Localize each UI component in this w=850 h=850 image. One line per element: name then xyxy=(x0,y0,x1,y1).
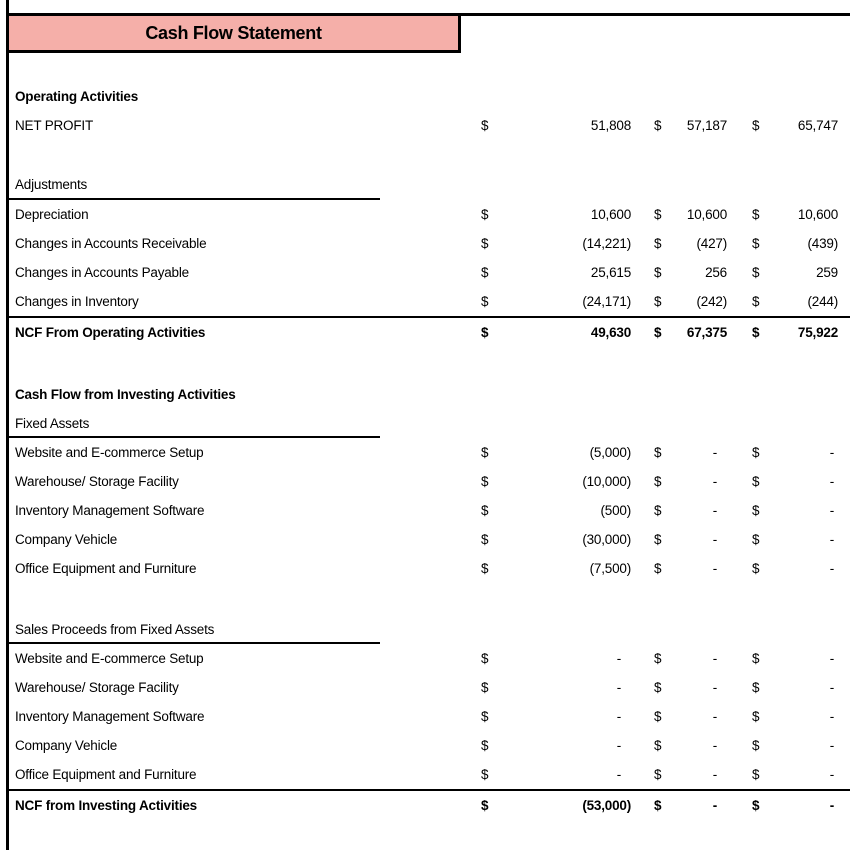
currency-symbol-col3 xyxy=(733,380,763,409)
table-row xyxy=(9,673,850,702)
table-row xyxy=(9,496,850,525)
value-year3: - xyxy=(829,532,834,547)
value-year2: - xyxy=(712,798,717,813)
currency-symbol-col2 xyxy=(637,347,667,380)
currency-symbol-col3: $ xyxy=(752,118,760,133)
currency-symbol-col3 xyxy=(733,615,763,644)
currency-symbol-col3 xyxy=(733,169,763,200)
currency-symbol-col1: $ xyxy=(481,709,489,724)
value-year1: (53,000) xyxy=(582,798,631,813)
table-row xyxy=(9,525,850,554)
currency-symbol-col3 xyxy=(733,53,763,82)
value-year3: - xyxy=(829,680,834,695)
currency-symbol-col1 xyxy=(469,82,503,111)
value-year3: (439) xyxy=(807,236,838,251)
row-label: Website and E-commerce Setup xyxy=(15,445,204,460)
currency-symbol-col1: $ xyxy=(481,651,489,666)
page-title: Cash Flow Statement xyxy=(145,22,322,43)
currency-symbol-col1: $ xyxy=(481,680,489,695)
table-row xyxy=(9,347,850,380)
row-label: Office Equipment and Furniture xyxy=(15,767,197,782)
table-row xyxy=(9,438,850,467)
row-label: Changes in Inventory xyxy=(15,294,139,309)
currency-symbol-col2: $ xyxy=(654,118,662,133)
table-row xyxy=(9,200,850,229)
currency-symbol-col2: $ xyxy=(654,265,662,280)
currency-symbol-col2 xyxy=(637,583,667,615)
currency-symbol-col2 xyxy=(637,82,667,111)
table-row xyxy=(9,731,850,760)
value-year2 xyxy=(667,140,733,169)
value-year2 xyxy=(667,409,733,438)
row-label: Changes in Accounts Payable xyxy=(15,265,189,280)
currency-symbol-col1: $ xyxy=(481,532,489,547)
value-year2: - xyxy=(712,738,717,753)
row-label xyxy=(9,347,469,380)
value-year3 xyxy=(763,140,850,169)
value-year1 xyxy=(503,615,637,644)
row-label: Company Vehicle xyxy=(15,738,118,753)
currency-symbol-col1: $ xyxy=(481,738,489,753)
value-year2: - xyxy=(712,474,717,489)
currency-symbol-col3: $ xyxy=(752,474,760,489)
value-year1 xyxy=(503,409,637,438)
currency-symbol-col3: $ xyxy=(752,651,760,666)
row-label: Fixed Assets xyxy=(15,416,90,431)
currency-symbol-col1 xyxy=(469,140,503,169)
row-label xyxy=(9,53,469,82)
row-label: NCF From Operating Activities xyxy=(15,325,206,340)
value-year1: - xyxy=(616,767,621,782)
value-year3: - xyxy=(829,738,834,753)
table-row xyxy=(9,380,850,409)
currency-symbol-col2 xyxy=(637,380,667,409)
value-year1: (7,500) xyxy=(589,561,631,576)
currency-symbol-col1: $ xyxy=(481,503,489,518)
value-year3: - xyxy=(829,651,834,666)
table-row xyxy=(9,583,850,615)
value-year3 xyxy=(763,380,850,409)
currency-symbol-col3 xyxy=(733,140,763,169)
value-year3: - xyxy=(829,503,834,518)
currency-symbol-col1: $ xyxy=(481,767,489,782)
currency-symbol-col1: $ xyxy=(481,265,489,280)
value-year1: (30,000) xyxy=(582,532,631,547)
value-year2: (242) xyxy=(696,294,727,309)
table-row xyxy=(9,615,850,644)
currency-symbol-col2 xyxy=(637,53,667,82)
value-year1 xyxy=(503,140,637,169)
table-row xyxy=(9,644,850,673)
value-year3: - xyxy=(829,709,834,724)
row-label: Warehouse/ Storage Facility xyxy=(15,680,179,695)
row-label: Website and E-commerce Setup xyxy=(15,651,204,666)
currency-symbol-col1: $ xyxy=(481,561,489,576)
value-year1: (24,171) xyxy=(582,294,631,309)
currency-symbol-col3: $ xyxy=(752,532,760,547)
row-label: Inventory Management Software xyxy=(15,709,205,724)
value-year2: - xyxy=(712,445,717,460)
value-year2 xyxy=(667,615,733,644)
row-label: NET PROFIT xyxy=(15,118,94,133)
currency-symbol-col3: $ xyxy=(752,207,760,222)
currency-symbol-col3 xyxy=(733,347,763,380)
value-year3 xyxy=(763,169,850,200)
currency-symbol-col2 xyxy=(637,140,667,169)
currency-symbol-col2: $ xyxy=(654,294,662,309)
currency-symbol-col1 xyxy=(469,615,503,644)
value-year2 xyxy=(667,347,733,380)
currency-symbol-col1: $ xyxy=(481,474,489,489)
value-year2: - xyxy=(712,532,717,547)
currency-symbol-col2 xyxy=(637,615,667,644)
currency-symbol-col3: $ xyxy=(752,325,760,340)
row-label xyxy=(9,140,469,169)
row-label: Changes in Accounts Receivable xyxy=(15,236,207,251)
value-year1: 25,615 xyxy=(590,265,631,280)
table-row xyxy=(9,111,850,140)
table-row xyxy=(9,169,850,200)
currency-symbol-col1 xyxy=(469,169,503,200)
currency-symbol-col3: $ xyxy=(752,503,760,518)
value-year1: - xyxy=(616,709,621,724)
value-year2: - xyxy=(712,561,717,576)
currency-symbol-col1 xyxy=(469,409,503,438)
value-year3: - xyxy=(829,767,834,782)
value-year2: 57,187 xyxy=(686,118,727,133)
currency-symbol-col3: $ xyxy=(752,236,760,251)
value-year3: - xyxy=(829,445,834,460)
value-year1 xyxy=(503,169,637,200)
value-year3 xyxy=(763,583,850,615)
currency-symbol-col2: $ xyxy=(654,532,662,547)
value-year2 xyxy=(667,82,733,111)
table-row xyxy=(9,789,850,820)
value-year1 xyxy=(503,347,637,380)
value-year3: 259 xyxy=(816,265,838,280)
row-label: Sales Proceeds from Fixed Assets xyxy=(15,622,215,637)
currency-symbol-col3 xyxy=(733,583,763,615)
currency-symbol-col3 xyxy=(733,409,763,438)
row-label: Operating Activities xyxy=(15,89,139,104)
currency-symbol-col2 xyxy=(637,169,667,200)
currency-symbol-col1 xyxy=(469,380,503,409)
row-label: Office Equipment and Furniture xyxy=(15,561,197,576)
currency-symbol-col2: $ xyxy=(654,445,662,460)
value-year2: 67,375 xyxy=(686,325,727,340)
currency-symbol-col1: $ xyxy=(481,798,489,813)
currency-symbol-col2: $ xyxy=(654,236,662,251)
value-year3 xyxy=(763,409,850,438)
currency-symbol-col2: $ xyxy=(654,503,662,518)
value-year2: - xyxy=(712,680,717,695)
row-label xyxy=(9,583,469,615)
currency-symbol-col3: $ xyxy=(752,709,760,724)
row-label: NCF from Investing Activities xyxy=(15,798,197,813)
value-year3 xyxy=(763,347,850,380)
value-year1: - xyxy=(616,680,621,695)
value-year2 xyxy=(667,583,733,615)
value-year2: - xyxy=(712,503,717,518)
value-year2: - xyxy=(712,767,717,782)
row-label: Adjustments xyxy=(15,177,88,192)
table-row xyxy=(9,258,850,287)
value-year1: (5,000) xyxy=(589,445,631,460)
currency-symbol-col1: $ xyxy=(481,325,489,340)
value-year1: (10,000) xyxy=(582,474,631,489)
currency-symbol-col2: $ xyxy=(654,709,662,724)
row-label: Depreciation xyxy=(15,207,89,222)
table-row xyxy=(9,53,850,82)
value-year3: - xyxy=(829,474,834,489)
value-year3: 75,922 xyxy=(797,325,838,340)
value-year2: 10,600 xyxy=(686,207,727,222)
value-year1: (500) xyxy=(600,503,631,518)
table-row xyxy=(9,287,850,316)
currency-symbol-col2: $ xyxy=(654,561,662,576)
currency-symbol-col2: $ xyxy=(654,325,662,340)
title-banner xyxy=(6,13,461,53)
currency-symbol-col2: $ xyxy=(654,680,662,695)
currency-symbol-col2: $ xyxy=(654,651,662,666)
table-row xyxy=(9,409,850,438)
currency-symbol-col1: $ xyxy=(481,445,489,460)
value-year3: 65,747 xyxy=(797,118,838,133)
value-year1: 49,630 xyxy=(590,325,631,340)
row-label: Company Vehicle xyxy=(15,532,118,547)
value-year2: - xyxy=(712,709,717,724)
table-row xyxy=(9,760,850,789)
table-row xyxy=(9,229,850,258)
currency-symbol-col3: $ xyxy=(752,294,760,309)
currency-symbol-col2: $ xyxy=(654,767,662,782)
currency-symbol-col1: $ xyxy=(481,236,489,251)
value-year1: (14,221) xyxy=(582,236,631,251)
row-label: Warehouse/ Storage Facility xyxy=(15,474,179,489)
table-row xyxy=(9,702,850,731)
table-row xyxy=(9,554,850,583)
currency-symbol-col3: $ xyxy=(752,265,760,280)
value-year1: 10,600 xyxy=(590,207,631,222)
currency-symbol-col1 xyxy=(469,53,503,82)
table-row xyxy=(9,467,850,496)
value-year3 xyxy=(763,53,850,82)
currency-symbol-col2 xyxy=(637,409,667,438)
value-year2: 256 xyxy=(705,265,727,280)
currency-symbol-col3: $ xyxy=(752,561,760,576)
value-year2 xyxy=(667,380,733,409)
value-year1 xyxy=(503,583,637,615)
value-year3: (244) xyxy=(807,294,838,309)
currency-symbol-col3: $ xyxy=(752,767,760,782)
value-year1: - xyxy=(616,738,621,753)
table-row xyxy=(9,316,850,347)
currency-symbol-col3: $ xyxy=(752,680,760,695)
currency-symbol-col2: $ xyxy=(654,738,662,753)
value-year1 xyxy=(503,380,637,409)
row-label: Cash Flow from Investing Activities xyxy=(15,387,236,402)
value-year3: - xyxy=(829,798,834,813)
value-year1: - xyxy=(616,651,621,666)
value-year3: 10,600 xyxy=(797,207,838,222)
currency-symbol-col2: $ xyxy=(654,798,662,813)
currency-symbol-col2: $ xyxy=(654,474,662,489)
value-year2: (427) xyxy=(696,236,727,251)
currency-symbol-col1: $ xyxy=(481,207,489,222)
value-year3 xyxy=(763,615,850,644)
value-year3: - xyxy=(829,561,834,576)
currency-symbol-col1 xyxy=(469,347,503,380)
value-year1 xyxy=(503,53,637,82)
statement-rows xyxy=(9,53,850,820)
currency-symbol-col3: $ xyxy=(752,738,760,753)
currency-symbol-col1: $ xyxy=(481,118,489,133)
currency-symbol-col1 xyxy=(469,583,503,615)
table-row xyxy=(9,82,850,111)
value-year2: - xyxy=(712,651,717,666)
value-year2 xyxy=(667,53,733,82)
value-year2 xyxy=(667,169,733,200)
currency-symbol-col1: $ xyxy=(481,294,489,309)
row-label: Inventory Management Software xyxy=(15,503,205,518)
currency-symbol-col2: $ xyxy=(654,207,662,222)
table-row xyxy=(9,140,850,169)
value-year3 xyxy=(763,82,850,111)
currency-symbol-col3: $ xyxy=(752,445,760,460)
currency-symbol-col3: $ xyxy=(752,798,760,813)
value-year1 xyxy=(503,82,637,111)
value-year1: 51,808 xyxy=(590,118,631,133)
currency-symbol-col3 xyxy=(733,82,763,111)
